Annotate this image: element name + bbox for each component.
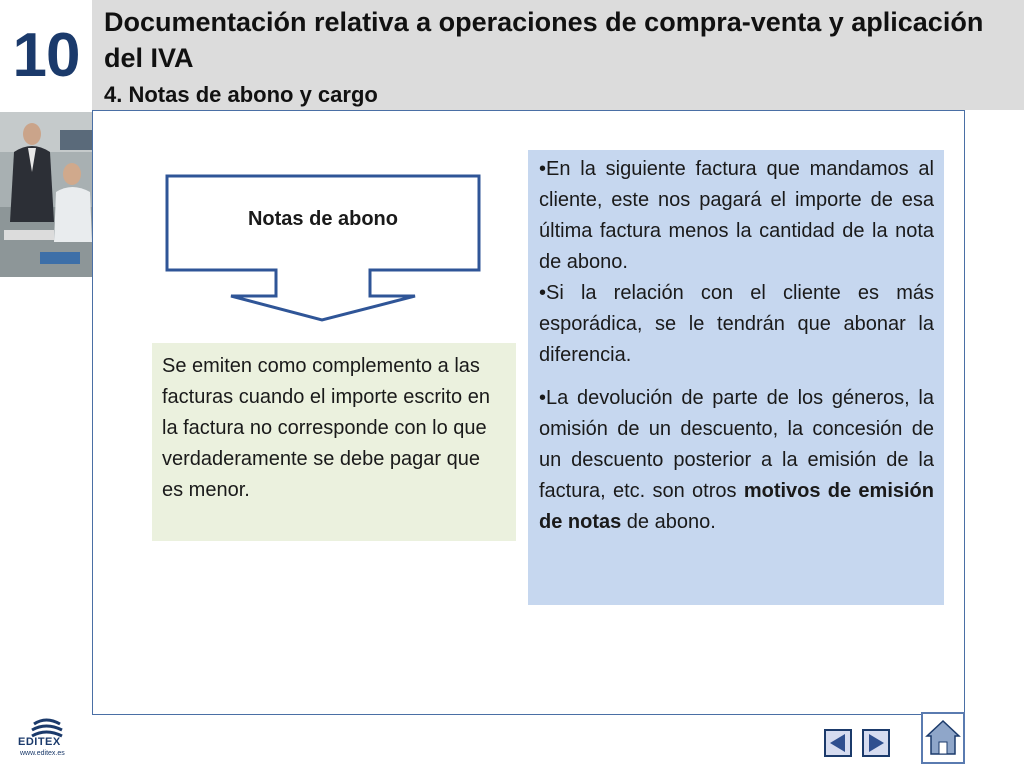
- bullet-3-text: •La devolución de parte de los géneros, la omisión de un descuento, la concesión de un descuento posterior a la emisión de la factura, etc. son otros: [539, 387, 934, 502]
- page-title: Documentación relativa a operaciones de compra-venta y aplicación del IVA: [104, 7, 984, 73]
- arrow-label: Notas de abono: [247, 208, 398, 230]
- bullet-3: [539, 383, 934, 538]
- bullet-1: •En la siguiente factura que mandamos al cliente, este nos pagará el importe de esa última factura menos la cantidad de la nota de abono.: [539, 158, 934, 273]
- chapter-badge: [0, 0, 92, 110]
- triangle-right-icon[interactable]: [862, 729, 890, 757]
- logo-url[interactable]: www.editex.es: [20, 750, 65, 757]
- home-icon[interactable]: [921, 712, 965, 764]
- description-box: Se emiten como complemento a las facturas cuando el importe escrito en la factura no corresponde con lo que verdaderamente se debe pagar que es menor.: [152, 343, 516, 541]
- header-photo: [0, 112, 92, 277]
- logo-text: EDITEX: [18, 736, 61, 748]
- down-arrow-callout: [165, 172, 485, 324]
- chapter-number: 10: [12, 20, 80, 90]
- bullet-2: •Si la relación con el cliente es más esporádica, se le tendrán que abonar la diferencia.: [539, 282, 934, 366]
- section-subtitle: 4. Notas de abono y cargo: [104, 82, 378, 107]
- info-box: [528, 150, 944, 605]
- bullet-3-end: de abono.: [621, 511, 716, 533]
- bullet-3-bold: motivos de emisión de notas: [539, 480, 934, 533]
- triangle-left-icon[interactable]: [824, 729, 852, 757]
